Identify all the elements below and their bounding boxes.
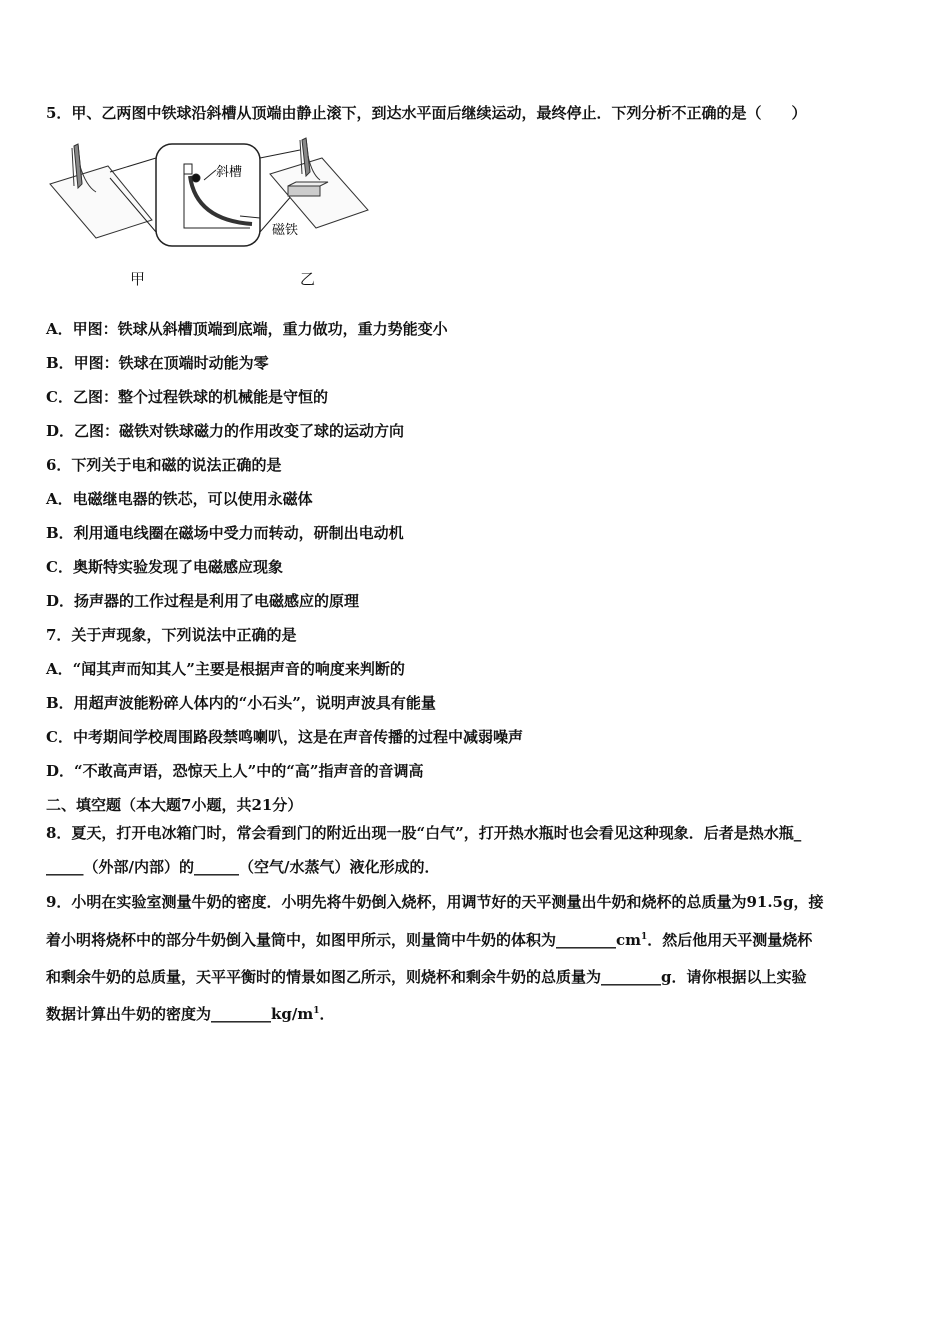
q5-option-d: D．乙图：磁铁对铁球磁力的作用改变了球的运动方向: [46, 422, 405, 440]
q5-stem: 5．甲、乙两图中铁球沿斜槽从顶端由静止滚下，到达水平面后继续运动，最终停止．下列分析不正确的是（ ）: [46, 104, 807, 122]
q5-option-c: C．乙图：整个过程铁球的机械能是守恒的: [46, 388, 328, 406]
q9-density-exponent: 1: [313, 1006, 320, 1016]
q6-option-d: D．扬声器的工作过程是利用了电磁感应的原理: [46, 592, 360, 610]
q9-line-2-tail: ．然后他用天平测量烧杯: [647, 931, 813, 949]
q7-option-d: D．“不敢高声语，恐惊天上人”中的“高”指声音的音调高: [46, 762, 424, 780]
q9-line-4-tail: ．: [319, 1005, 335, 1023]
q5-option-a: A．甲图：铁球从斜槽顶端到底端，重力做功，重力势能变小: [46, 320, 448, 338]
groove-label: 斜槽: [216, 165, 243, 180]
q5-figure: [44, 136, 374, 286]
figure-label-a: 甲: [130, 270, 146, 288]
section-heading: 二、填空题（本大题7小题，共21分）: [46, 796, 303, 814]
q9-line-4-text: 数据计算出牛奶的密度为________kg/m: [46, 1005, 314, 1023]
q9-line-1: 9．小明在实验室测量牛奶的密度．小明先将牛奶倒入烧杯，用调节好的天平测量出牛奶和烧杯的总质量为91.5g，接: [46, 893, 824, 911]
q8-line-1: 8．夏天，打开电冰箱门时，常会看到门的附近出现一股“白气”，打开热水瓶时也会看见这种现象．后者是热水瓶_: [46, 824, 802, 842]
q7-option-c: C．中考期间学校周围路段禁鸣喇叭，这是在声音传播的过程中减弱噪声: [46, 728, 523, 746]
ramp-figure-a: [50, 144, 152, 238]
q7-option-b: B．用超声波能粉碎人体内的“小石头”，说明声波具有能量: [46, 694, 436, 712]
ramp-figure-b: [270, 138, 368, 228]
q8-line-2: _____（外部/内部）的______（空气/水蒸气）液化形成的．: [46, 858, 440, 876]
q5-option-b: B．甲图：铁球在顶端时动能为零: [46, 354, 269, 372]
q9-line-2-text: 着小明将烧杯中的部分牛奶倒入量筒中，如图甲所示，则量筒中牛奶的体积为________cm: [46, 931, 642, 949]
figure-label-b: 乙: [300, 270, 316, 288]
q9-line-4: [46, 1004, 335, 1024]
q6-option-c: C．奥斯特实验发现了电磁感应现象: [46, 558, 283, 576]
magnet-label: 磁铁: [272, 223, 299, 238]
q6-option-b: B．利用通电线圈在磁场中受力而转动，研制出电动机: [46, 524, 404, 542]
q6-stem: 6．下列关于电和磁的说法正确的是: [46, 456, 282, 474]
q7-option-a: A．“闻其声而知其人”主要是根据声音的响度来判断的: [46, 660, 405, 678]
q9-line-3: 和剩余牛奶的总质量，天平平衡时的情景如图乙所示，则烧杯和剩余牛奶的总质量为________g．请你根据以上实验: [46, 968, 807, 986]
q6-option-a: A．电磁继电器的铁芯，可以使用永磁体: [46, 490, 313, 508]
q9-line-2: [46, 930, 812, 950]
q7-stem: 7．关于声现象，下列说法中正确的是: [46, 626, 297, 644]
q9-unit-exponent: 1: [641, 932, 648, 942]
